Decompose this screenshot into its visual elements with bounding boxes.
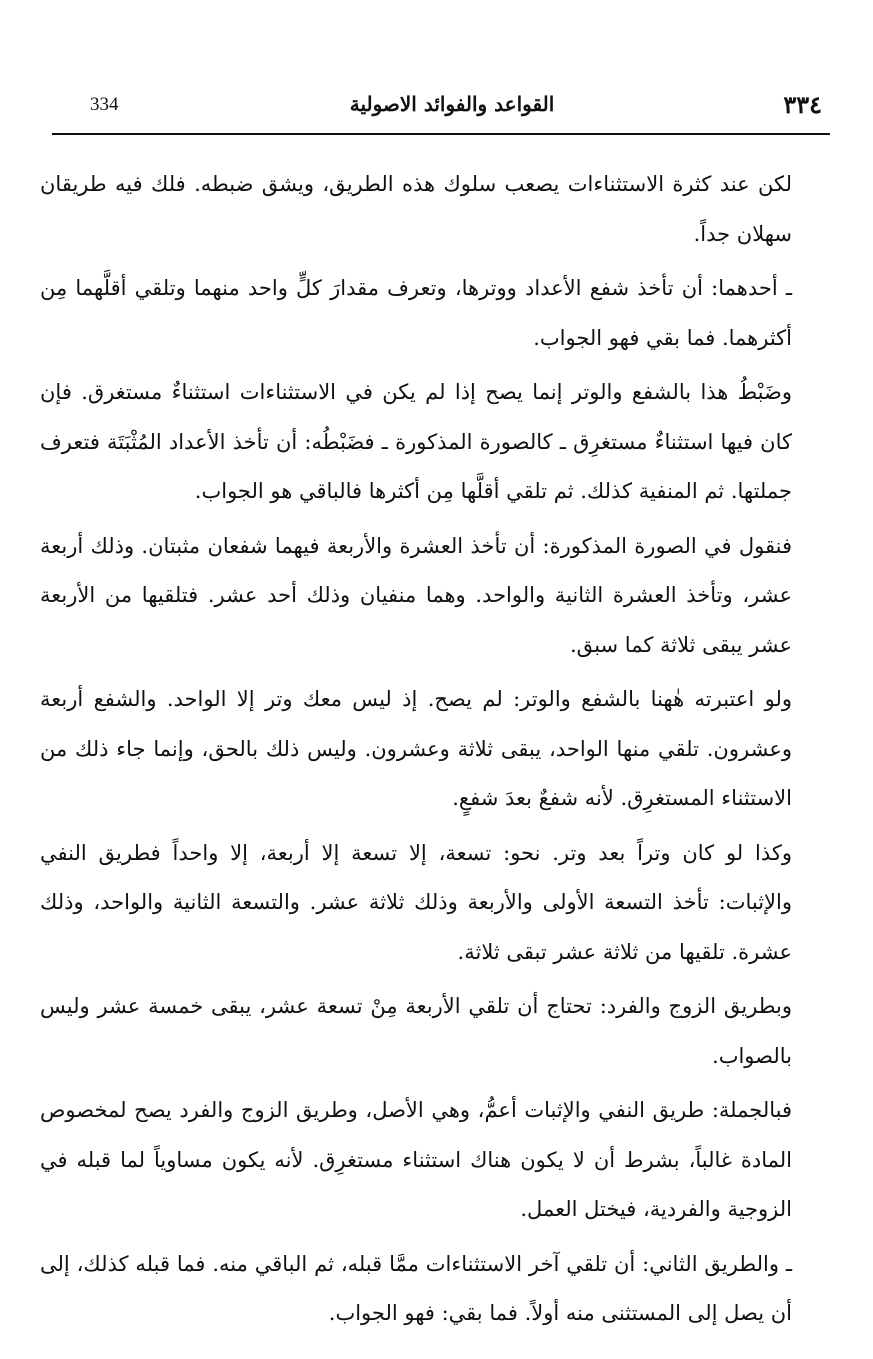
paragraph: لكن عند كثرة الاستثناءات يصعب سلوك هذه الطريق، ويشق ضبطه. فلك فيه طريقان سهلان جداً. <box>40 172 792 246</box>
header-rule <box>52 133 830 135</box>
paragraph: ـ والطريق الثاني: أن تلقي آخر الاستثناءات ممَّا قبله، ثم الباقي منه. فما قبله كذلك، إلى أن يصل إلى المستثنى منه أولاً. فما بقي: فهو الجواب. <box>40 1251 792 1325</box>
running-title: القواعد والفوائد الاصولية <box>349 92 555 116</box>
page-header <box>52 88 830 128</box>
paragraph: فبالجملة: طريق النفي والإثبات أعمُّ، وهي الأصل، وطريق الزوج والفرد يصح لمخصوص المادة غالباً، بشرط أن لا يكون هناك استثناء مستغرِق. لأنه يكون مساوياً لما قبله في الزوجية والفردية، فيختل العمل. <box>40 1098 792 1221</box>
paragraph: وكذا لو كان وتراً بعد وتر. نحو: تسعة، إلا تسعة إلا أربعة، إلا واحداً فطريق النفي والإثبات: تأخذ التسعة الأولى والأربعة وذلك ثلاثة عشر. والتسعة الثانية والواحد، وذلك عشرة. تلقيها من ثلاثة عشر تبقى ثلاثة. <box>40 840 792 964</box>
paragraph: ولو اعتبرته هٰهنا بالشفع والوتر: لم يصح. إذ ليس معك وتر إلا الواحد. والشفع أربعة وعشرون. تلقي منها الواحد، يبقى ثلاثة وعشرون. وليس ذلك بالحق، وإنما جاء ذلك من الاستثناء المستغرِق. لأنه شفعٌ بعدَ شفعٍ. <box>40 687 792 810</box>
paragraph: فنقول في الصورة المذكورة: أن تأخذ العشرة والأربعة فيهما شفعان مثبتان. وذلك أربعة عشر، وتأخذ العشرة الثانية والواحد. وهما منفيان وذلك أحد عشر. فتلقيها من الأربعة عشر يبقى ثلاثة كما سبق. <box>40 533 792 657</box>
page-number-latin: 334 <box>90 94 119 115</box>
paragraph: وبطريق الزوج والفرد: تحتاج أن تلقي الأربعة مِنْ تسعة عشر، يبقى خمسة عشر وليس بالصواب. <box>40 994 792 1068</box>
paragraph: وضَبْطُ هذا بالشفع والوتر إنما يصح إذا لم يكن في الاستثناءات استثناءٌ مستغرق. فإن كان فيها استثناءٌ مستغرِق ـ كالصورة المذكورة ـ فضَبْطُه: أن تأخذ الأعداد المُثْبَتَة فتعرف جملتها. ثم المنفية كذلك. ثم تلقي أقلَّها مِن أكثرها فالباقي هو الجواب. <box>40 380 792 503</box>
page-body <box>40 160 792 1344</box>
page-number-arabic: ٣٣٤ <box>783 90 822 119</box>
paragraph: ـ أحدهما: أن تأخذ شفع الأعداد ووترها، وتعرف مقدارَ كلٍّ واحد منهما وتلقي أقلَّهما مِن أكثرهما. فما بقي فهو الجواب. <box>40 276 792 350</box>
